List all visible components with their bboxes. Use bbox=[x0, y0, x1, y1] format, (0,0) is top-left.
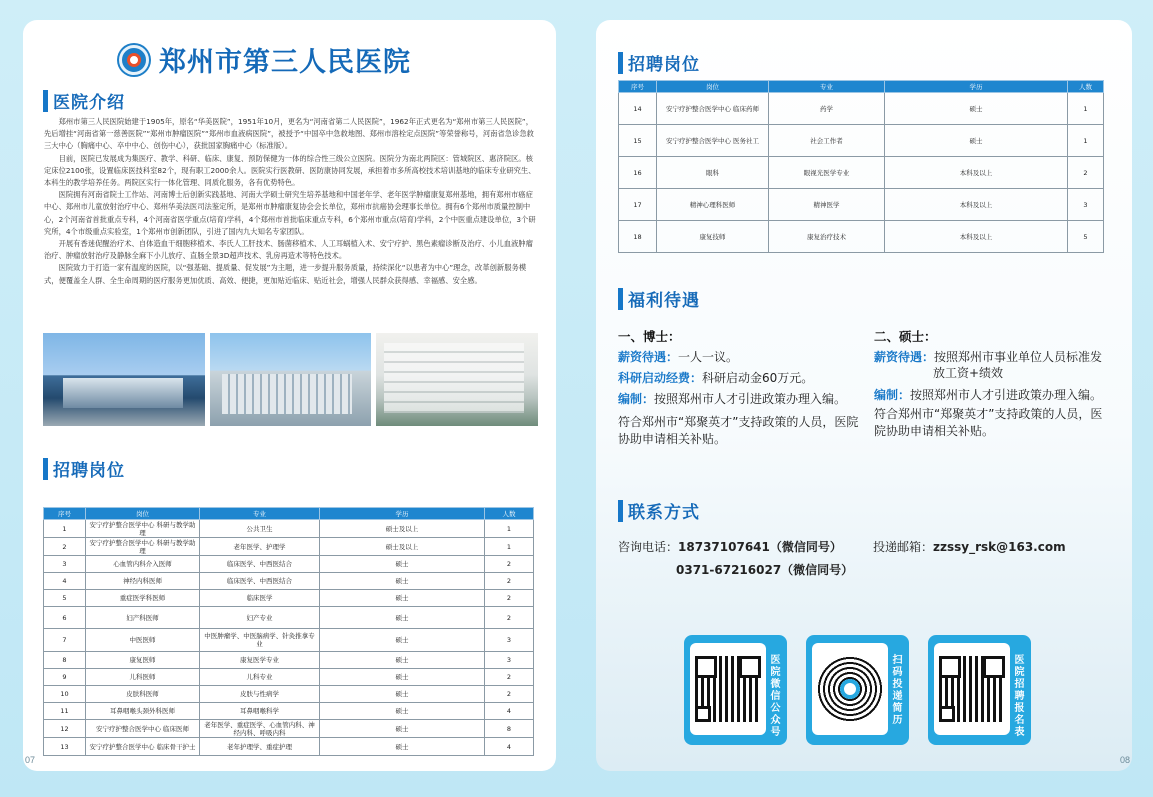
table-cell-count: 2 bbox=[485, 590, 534, 607]
intro-paragraph: 开展有香迷促醒治疗术、自体造血干细胞移植术、李氏人工肝技术、肠菌移植术、人工耳蜗植入术、安宁疗护、黑色素瘤诊断及治疗、小儿血液肿瘤治疗、肿瘤放射治疗及静脉全麻下小儿放疗、直肠全景3D超声技术、乳房再造术等特色技术。 bbox=[44, 239, 533, 261]
welfare-master-salary: 薪资待遇：按照郑州市事业单位人员标准发放工资+绩效 bbox=[874, 350, 1103, 380]
table-cell-no: 3 bbox=[44, 556, 86, 573]
table-cell-edu: 硕士 bbox=[320, 652, 485, 669]
table-cell-edu: 硕士 bbox=[885, 125, 1068, 157]
table-cell-major: 康复医学专业 bbox=[200, 652, 320, 669]
qr-card-resume: 扫码投递简历 bbox=[806, 635, 909, 745]
table-row bbox=[44, 652, 534, 669]
table-cell-post: 安宁疗护整合医学中心 科研与教学助理 bbox=[86, 538, 200, 556]
table-cell-count: 2 bbox=[485, 573, 534, 590]
table-cell-edu: 硕士及以上 bbox=[320, 520, 485, 538]
jobs-table-right bbox=[618, 80, 1104, 253]
table-cell-major: 中医肿瘤学、中医脑病学、针灸推拿专业 bbox=[200, 629, 320, 652]
table-row bbox=[44, 556, 534, 573]
table-cell-count: 3 bbox=[1068, 189, 1104, 221]
welfare-phd bbox=[618, 326, 866, 448]
qr-card-form: 医院招聘报名表 bbox=[928, 635, 1031, 745]
table-cell-no: 4 bbox=[44, 573, 86, 590]
contact-phone-2: 0371-67216027（微信同号） bbox=[676, 563, 854, 577]
table-cell-post: 康复医师 bbox=[86, 652, 200, 669]
section-heading-recruit-cont: 招聘岗位 bbox=[618, 50, 700, 75]
table-cell-major: 老年护理学、重症护理 bbox=[200, 738, 320, 756]
table-cell-count: 1 bbox=[485, 520, 534, 538]
table-cell-major: 眼视光医学专业 bbox=[769, 157, 885, 189]
hospital-photos bbox=[43, 333, 538, 426]
table-cell-no: 13 bbox=[44, 738, 86, 756]
table-cell-count: 4 bbox=[485, 738, 534, 756]
table-cell-post: 安宁疗护整合医学中心 临床医师 bbox=[86, 720, 200, 738]
table-cell-post: 皮肤科医师 bbox=[86, 686, 200, 703]
hospital-lobby-photo bbox=[376, 333, 538, 426]
table-row bbox=[619, 157, 1104, 189]
hospital-title bbox=[119, 40, 411, 79]
table-cell-edu: 硕士 bbox=[320, 703, 485, 720]
table-row bbox=[44, 607, 534, 629]
table-cell-edu: 硕士 bbox=[320, 556, 485, 573]
table-cell-post: 安宁疗护整合医学中心 科研与教学助理 bbox=[86, 520, 200, 538]
intro-paragraph: 医院致力于打造一家有温度的医院，以“强基础、提质量、促发展”为主题，进一步提升服务质量，持续深化“以患者为中心”理念，改革创新服务模式，便覆盖全人群、全生命周期的医疗服务更加优质、高效、便捷，更加贴近临床、贴近社会，增强人民群众获得感、幸福感、安全感。 bbox=[44, 263, 527, 285]
section-heading-contact: 联系方式 bbox=[618, 498, 700, 523]
jobs-table-left-body bbox=[44, 520, 534, 756]
table-cell-no: 16 bbox=[619, 157, 657, 189]
table-cell-no: 1 bbox=[44, 520, 86, 538]
table-cell-count: 1 bbox=[1068, 93, 1104, 125]
table-cell-major: 老年医学、重症医学、心血管内科、神经内科、呼吸内科 bbox=[200, 720, 320, 738]
table-row bbox=[619, 125, 1104, 157]
table-cell-major: 精神医学 bbox=[769, 189, 885, 221]
table-cell-count: 5 bbox=[1068, 221, 1104, 253]
table-cell-count: 1 bbox=[485, 538, 534, 556]
table-cell-major: 妇产专业 bbox=[200, 607, 320, 629]
table-cell-edu: 硕士及以上 bbox=[320, 538, 485, 556]
table-cell-post: 儿科医师 bbox=[86, 669, 200, 686]
jobs-table-right-body bbox=[619, 93, 1104, 253]
table-cell-major: 老年医学、护理学 bbox=[200, 538, 320, 556]
table-row bbox=[44, 720, 534, 738]
table-cell-edu: 硕士 bbox=[320, 720, 485, 738]
table-cell-no: 15 bbox=[619, 125, 657, 157]
table-cell-edu: 硕士 bbox=[320, 629, 485, 652]
qr-code-icon[interactable] bbox=[695, 656, 761, 722]
table-cell-no: 9 bbox=[44, 669, 86, 686]
page-number: 07 bbox=[25, 755, 36, 765]
page-number: 08 bbox=[1119, 755, 1130, 765]
welfare-master-staff: 编制：按照郑州市人才引进政策办理入编。 bbox=[874, 388, 1103, 402]
table-cell-major: 临床医学 bbox=[200, 590, 320, 607]
table-row bbox=[44, 686, 534, 703]
table-cell-edu: 硕士 bbox=[885, 93, 1068, 125]
table-cell-edu: 本科及以上 bbox=[885, 157, 1068, 189]
table-cell-no: 10 bbox=[44, 686, 86, 703]
table-row bbox=[44, 538, 534, 556]
table-cell-post: 安宁疗护整合医学中心 临床药师 bbox=[657, 93, 769, 125]
table-cell-count: 2 bbox=[1068, 157, 1104, 189]
table-cell-edu: 硕士 bbox=[320, 686, 485, 703]
table-cell-no: 17 bbox=[619, 189, 657, 221]
table-cell-edu: 硕士 bbox=[320, 590, 485, 607]
welfare-phd-title: 一、博士： bbox=[618, 329, 681, 344]
table-row bbox=[44, 669, 534, 686]
table-cell-no: 8 bbox=[44, 652, 86, 669]
table-cell-post: 精神心理科医师 bbox=[657, 189, 769, 221]
qr-card-wechat: 医院微信公众号 bbox=[684, 635, 787, 745]
section-heading-recruit: 招聘岗位 bbox=[43, 456, 125, 481]
contact-phone: 咨询电话：18737107641（微信同号） bbox=[618, 540, 842, 554]
hospital-exterior-photo bbox=[43, 333, 205, 426]
table-cell-major: 药学 bbox=[769, 93, 885, 125]
section-heading-welfare: 福利待遇 bbox=[618, 286, 700, 311]
table-cell-major: 社会工作者 bbox=[769, 125, 885, 157]
table-cell-no: 12 bbox=[44, 720, 86, 738]
table-cell-no: 2 bbox=[44, 538, 86, 556]
table-cell-count: 4 bbox=[485, 703, 534, 720]
table-cell-post: 安宁疗护整合医学中心 医务社工 bbox=[657, 125, 769, 157]
table-header-row: 序号 岗位 专业 学历 人数 bbox=[44, 508, 534, 520]
table-row bbox=[44, 573, 534, 590]
table-cell-major: 耳鼻咽喉科学 bbox=[200, 703, 320, 720]
hospital-name: 郑州市第三人民医院 bbox=[159, 47, 411, 78]
table-cell-no: 6 bbox=[44, 607, 86, 629]
welfare-master bbox=[874, 326, 1114, 440]
welfare-phd-note: 符合郑州市“郑聚英才”支持政策的人员，医院协助申请相关补贴。 bbox=[618, 415, 859, 446]
table-cell-edu: 本科及以上 bbox=[885, 221, 1068, 253]
table-cell-post: 心血管内科介入医师 bbox=[86, 556, 200, 573]
table-cell-major: 皮肤与性病学 bbox=[200, 686, 320, 703]
mini-program-code-icon[interactable] bbox=[817, 656, 883, 722]
qr-code-icon[interactable] bbox=[939, 656, 1005, 722]
welfare-phd-research: 科研启动经费：科研启动金60万元。 bbox=[618, 371, 814, 385]
table-row bbox=[44, 629, 534, 652]
table-cell-no: 5 bbox=[44, 590, 86, 607]
table-cell-post: 中医医师 bbox=[86, 629, 200, 652]
hospital-aerial-photo bbox=[210, 333, 372, 426]
table-row bbox=[619, 189, 1104, 221]
table-cell-count: 2 bbox=[485, 669, 534, 686]
table-cell-count: 1 bbox=[1068, 125, 1104, 157]
table-cell-no: 18 bbox=[619, 221, 657, 253]
table-row bbox=[44, 520, 534, 538]
table-cell-post: 安宁疗护整合医学中心 临床骨干护士 bbox=[86, 738, 200, 756]
table-cell-no: 11 bbox=[44, 703, 86, 720]
table-cell-edu: 硕士 bbox=[320, 607, 485, 629]
intro-text bbox=[44, 116, 540, 287]
table-cell-major: 公共卫生 bbox=[200, 520, 320, 538]
table-cell-no: 14 bbox=[619, 93, 657, 125]
table-cell-post: 重症医学科医师 bbox=[86, 590, 200, 607]
table-cell-post: 神经内科医师 bbox=[86, 573, 200, 590]
table-cell-post: 妇产科医师 bbox=[86, 607, 200, 629]
welfare-phd-staff: 编制：按照郑州市人才引进政策办理入编。 bbox=[618, 392, 847, 406]
welfare-phd-salary: 薪资待遇：一人一议。 bbox=[618, 350, 739, 364]
hospital-logo-icon bbox=[119, 45, 149, 75]
table-row bbox=[619, 93, 1104, 125]
left-page bbox=[23, 20, 556, 771]
section-heading-intro: 医院介绍 bbox=[43, 88, 125, 113]
table-cell-edu: 硕士 bbox=[320, 573, 485, 590]
welfare-master-note: 符合郑州市“郑聚英才”支持政策的人员，医院协助申请相关补贴。 bbox=[874, 407, 1103, 438]
table-cell-post: 耳鼻咽喉头颈外科医师 bbox=[86, 703, 200, 720]
intro-paragraph: 目前，医院已发展成为集医疗、教学、科研、临床、康复、预防保健为一体的综合性三级公立医院。医院分为南北两院区：管城院区、惠济院区。核定床位2100张，设置临床医技科室82个，现有职工2000余人。医院实行医教研、医防康协同发展，承担着市多所高校技术培训基地的临床专业研究生、本科生的教学培养任务。两院区实行一体化管理、同质化服务，各有优势特色。 bbox=[44, 153, 536, 188]
jobs-table-left bbox=[43, 507, 534, 756]
table-cell-post: 康复技师 bbox=[657, 221, 769, 253]
right-page bbox=[596, 20, 1132, 771]
table-cell-edu: 硕士 bbox=[320, 669, 485, 686]
table-cell-count: 2 bbox=[485, 686, 534, 703]
table-cell-post: 眼科 bbox=[657, 157, 769, 189]
table-row bbox=[44, 590, 534, 607]
intro-paragraph: 郑州市第三人民医院始建于1905年，原名“华美医院”，1951年10月，更名为“河南省第二人民医院”，1962年正式更名为“郑州市第三人民医院”，先后增挂“河南省第一慈善医院”“郑州市肿瘤医院”“郑州市血液病医院”，被授予“中国卒中急救地图、郑州市溶栓定点医院”等荣誉称号，河南省急诊急救三大中心（胸痛中心、卒中中心、创伤中心），获批国家胸痛中心（标准版）。 bbox=[44, 117, 534, 151]
table-header-row: 序号 岗位 专业 学历 人数 bbox=[619, 81, 1104, 93]
table-cell-edu: 本科及以上 bbox=[885, 189, 1068, 221]
intro-paragraph: 医院拥有河南省院士工作站、河南博士后创新实践基地、河南大学硕士研究生培养基地和中国老年学、老年医学肿瘤康复郑州基地，拥有郑州市癌症中心、郑州市儿童放射治疗中心、郑州华美法医司法鉴定所，是郑州市肿瘤康复协会会长单位，郑州市抗癌协会理事长单位。拥有6个郑州市质量控制中心，2个河南省首批重点专科，4个河南省医学重点(培育)学科，4个郑州市首批临床重点专科，6个郑州市重点(培育)学科，2个中医重点建设单位，3个研究所，4个市级重点实验室，1个郑州市创新团队，引进了国内九大知名专家团队。 bbox=[44, 190, 536, 236]
table-cell-major: 儿科专业 bbox=[200, 669, 320, 686]
table-row bbox=[44, 738, 534, 756]
table-cell-count: 3 bbox=[485, 652, 534, 669]
table-cell-count: 8 bbox=[485, 720, 534, 738]
table-cell-major: 康复治疗技术 bbox=[769, 221, 885, 253]
table-row bbox=[44, 703, 534, 720]
contact-email: 投递邮箱：zzssy_rsk@163.com bbox=[873, 540, 1066, 554]
table-cell-count: 3 bbox=[485, 629, 534, 652]
table-cell-major: 临床医学、中西医结合 bbox=[200, 573, 320, 590]
table-cell-edu: 硕士 bbox=[320, 738, 485, 756]
table-cell-major: 临床医学、中西医结合 bbox=[200, 556, 320, 573]
table-row bbox=[619, 221, 1104, 253]
table-cell-count: 2 bbox=[485, 556, 534, 573]
welfare-master-title: 二、硕士： bbox=[874, 329, 937, 344]
table-cell-no: 7 bbox=[44, 629, 86, 652]
table-cell-count: 2 bbox=[485, 607, 534, 629]
